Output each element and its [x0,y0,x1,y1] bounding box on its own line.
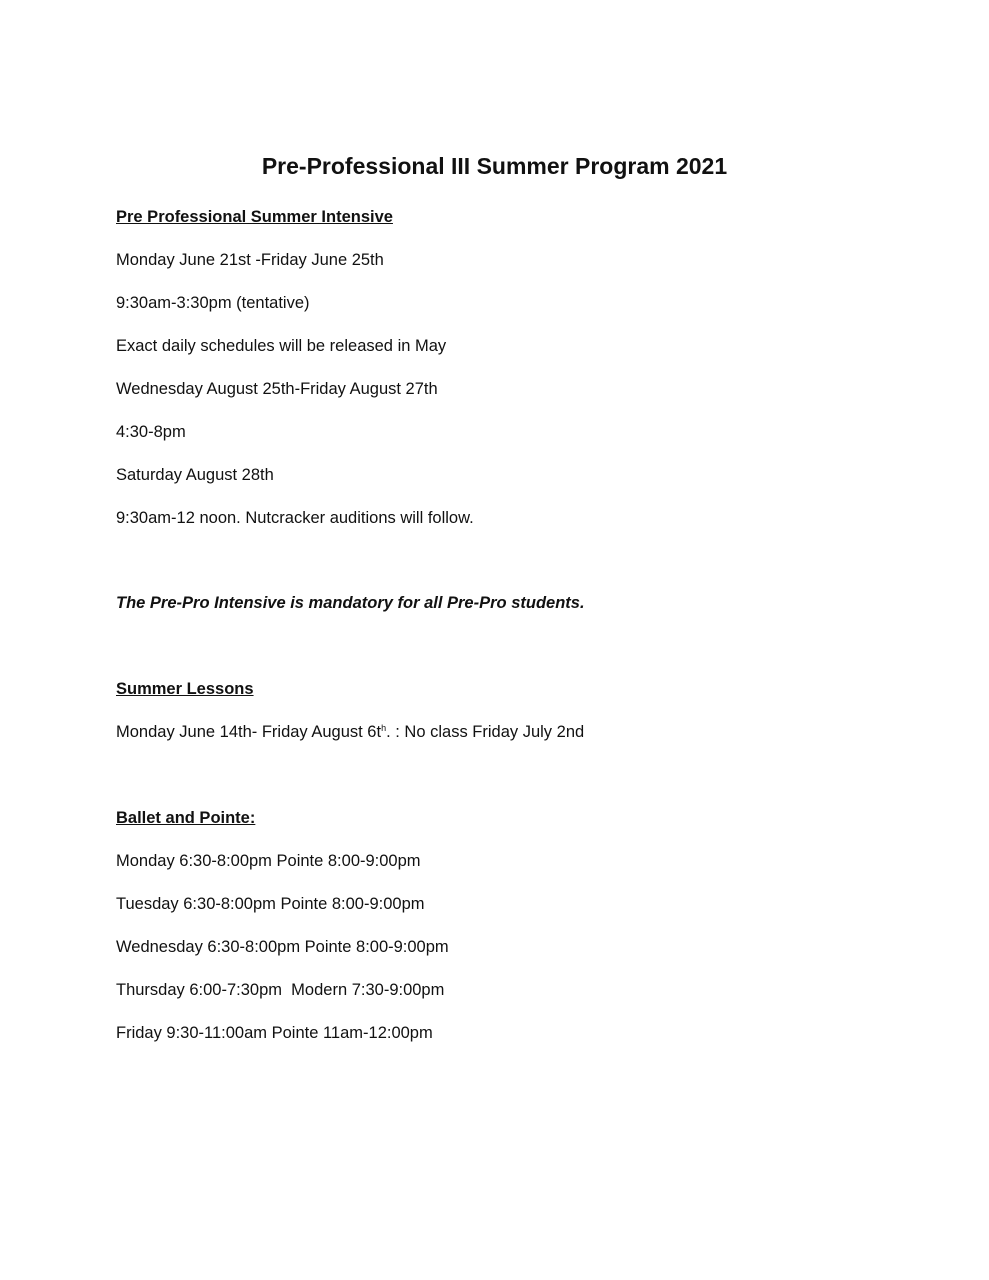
schedule-line: Wednesday 6:30-8:00pm Pointe 8:00-9:00pm [116,938,449,956]
lessons-dates-superscript: h [381,723,387,733]
schedule-line: Friday 9:30-11:00am Pointe 11am-12:00pm [116,1024,433,1042]
intensive-note: Exact daily schedules will be released in May [116,337,447,355]
lessons-dates-suffix: . : No class Friday July 2nd [386,723,585,741]
intensive-heading: Pre Professional Summer Intensive [116,208,393,226]
intensive-time-3: 9:30am-12 noon. Nutcracker auditions will follow. [116,509,474,527]
intensive-dates-2: Wednesday August 25th-Friday August 27th [116,380,438,398]
schedule-line: Monday 6:30-8:00pm Pointe 8:00-9:00pm [116,852,421,870]
lessons-dates [116,721,584,743]
ballet-heading: Ballet and Pointe: [116,809,256,827]
lessons-dates-prefix: Monday June 14th- Friday August 6t [116,723,382,741]
intensive-dates-1: Monday June 21st -Friday June 25th [116,251,384,269]
intensive-time-1: 9:30am-3:30pm (tentative) [116,294,310,312]
lessons-heading: Summer Lessons [116,680,254,698]
page-title: Pre-Professional III Summer Program 2021 [261,153,728,179]
schedule-line: Tuesday 6:30-8:00pm Pointe 8:00-9:00pm [116,895,425,913]
schedule-line: Thursday 6:00-7:30pm Modern 7:30-9:00pm [116,981,445,999]
intensive-time-2: 4:30-8pm [116,423,186,441]
intensive-dates-3: Saturday August 28th [116,466,274,484]
mandatory-notice: The Pre-Pro Intensive is mandatory for all Pre-Pro students. [116,594,585,612]
